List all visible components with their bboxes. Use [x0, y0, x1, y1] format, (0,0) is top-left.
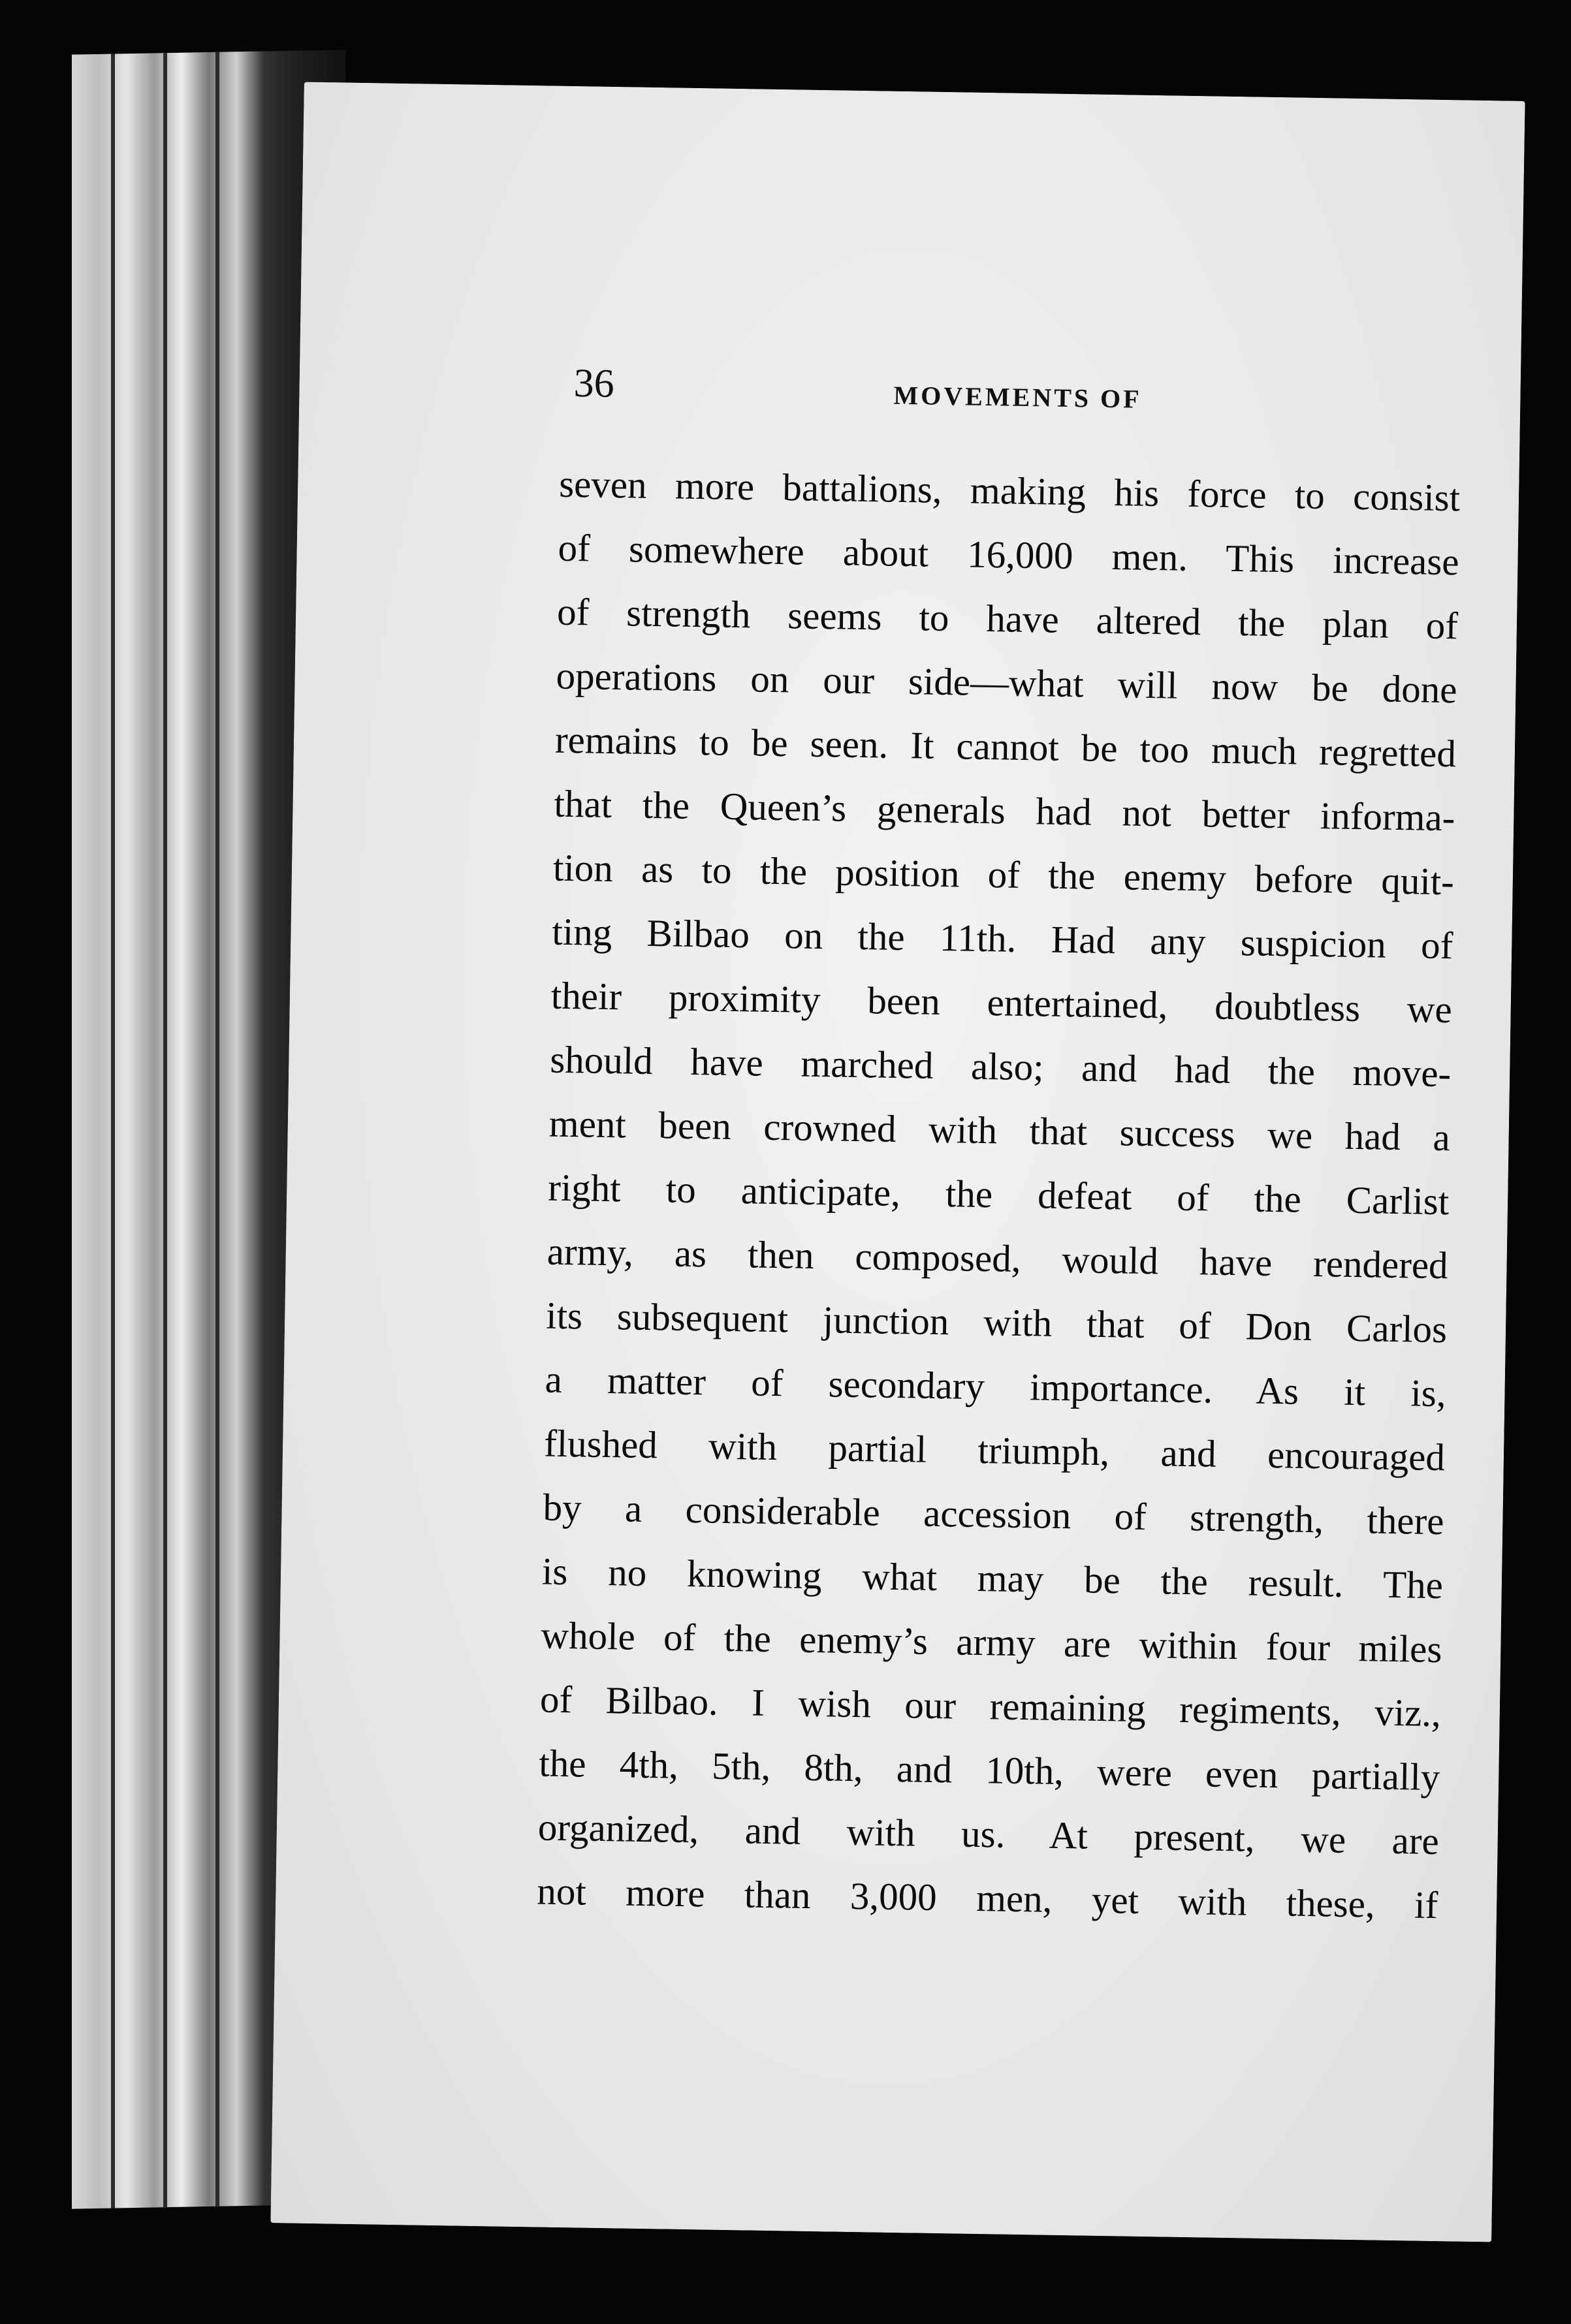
text-line: by a considerable accession of strength, there: [543, 1485, 1444, 1543]
text-line: right to anticipate, the defeat of the Carlist: [547, 1165, 1450, 1223]
text-line: ment been crowned with that success we had a: [548, 1101, 1451, 1159]
text-line: not more than 3,000 men, yet with these, if: [536, 1869, 1438, 1927]
text-line: of Bilbao. I wish our remaining regiments, viz.,: [539, 1677, 1442, 1735]
text-line: should have marched also; and had the move-: [549, 1037, 1452, 1095]
text-line: operations on our side—what will now be done: [556, 653, 1457, 712]
text-line: flushed with partial triumph, and encouraged: [543, 1421, 1446, 1479]
page-number: 36: [573, 361, 615, 407]
text-line: of somewhere about 16,000 men. This increase: [558, 526, 1460, 584]
page-header: [573, 360, 1423, 452]
text-line: organized, and with us. At present, we are: [537, 1805, 1440, 1863]
page-edge-line: [163, 53, 167, 2207]
text-line: army, as then composed, would have rendered: [547, 1229, 1449, 1287]
book-page: [270, 82, 1525, 2242]
page-edge-line: [111, 54, 115, 2208]
text-line: the 4th, 5th, 8th, and 10th, were even partially: [538, 1741, 1440, 1799]
text-line: a matter of secondary importance. As it is,: [545, 1357, 1447, 1415]
text-line: is no knowing what may be the result. The: [541, 1549, 1444, 1607]
text-line: its subsequent junction with that of Don Carlos: [545, 1293, 1448, 1351]
text-line: their proximity been entertained, doubtless we: [550, 973, 1453, 1031]
running-head: MOVEMENTS OF: [893, 380, 1142, 414]
text-line: remains to be seen. It cannot be too much regretted: [554, 717, 1457, 776]
page-edge-line: [215, 52, 219, 2206]
text-line: tion as to the position of the enemy before quit-: [552, 845, 1455, 903]
body-text: [537, 452, 1461, 1937]
text-line: that the Queen’s generals had not better informa-: [554, 781, 1455, 840]
text-line: whole of the enemy’s army are within four miles: [541, 1613, 1442, 1671]
text-line: of strength seems to have altered the plan of: [556, 589, 1459, 648]
text-line: seven more battalions, making his force to consist: [558, 462, 1461, 520]
text-line: ting Bilbao on the 11th. Had any suspicion of: [551, 909, 1453, 967]
